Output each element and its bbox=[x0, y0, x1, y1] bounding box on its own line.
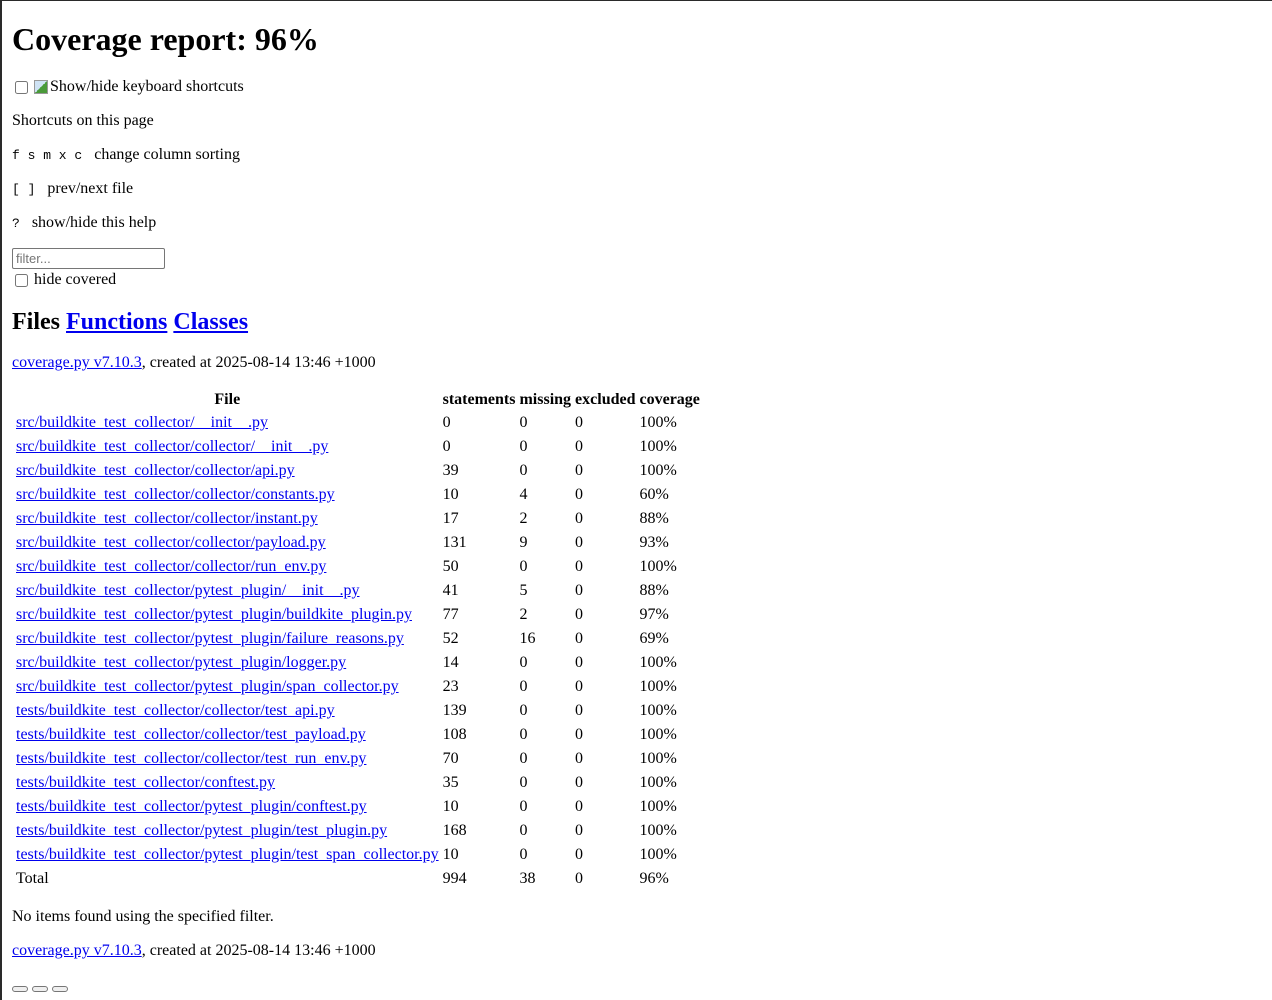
cell-missing: 0 bbox=[519, 774, 528, 791]
cell-missing: 0 bbox=[519, 462, 528, 479]
table-row bbox=[15, 820, 701, 842]
table-row bbox=[15, 700, 701, 722]
cell-statements: 139 bbox=[442, 702, 467, 719]
table-row bbox=[15, 628, 701, 650]
cell-excluded: 0 bbox=[575, 486, 584, 503]
table-row bbox=[15, 412, 701, 434]
shortcut-keys: f s m x c bbox=[12, 148, 83, 163]
help-toggle-label: Show/hide keyboard shortcuts bbox=[50, 78, 244, 95]
table-row bbox=[15, 580, 701, 602]
next-button[interactable] bbox=[32, 986, 48, 992]
cell-coverage: 100% bbox=[639, 774, 677, 791]
cell-coverage: 100% bbox=[639, 654, 677, 671]
help-button[interactable] bbox=[52, 986, 68, 992]
file-link[interactable]: src/buildkite_test_collector/__init__.py bbox=[16, 414, 268, 431]
table-row bbox=[15, 460, 701, 482]
table-row bbox=[15, 604, 701, 626]
cell-coverage: 100% bbox=[639, 702, 677, 719]
cell-statements: 70 bbox=[442, 750, 459, 767]
column-header-missing[interactable]: missing bbox=[519, 391, 572, 408]
nav-buttons bbox=[12, 986, 1262, 992]
cell-missing: 0 bbox=[519, 822, 528, 839]
file-link[interactable]: src/buildkite_test_collector/collector/run_env.py bbox=[16, 558, 327, 575]
file-link[interactable]: src/buildkite_test_collector/pytest_plugin/logger.py bbox=[16, 654, 347, 671]
created-info bbox=[12, 354, 1262, 372]
cell-file bbox=[15, 772, 440, 794]
table-row bbox=[15, 532, 701, 554]
total-coverage: 96% bbox=[639, 870, 669, 887]
cell-file bbox=[15, 484, 440, 506]
cell-excluded: 0 bbox=[575, 462, 584, 479]
cell-coverage: 100% bbox=[639, 558, 677, 575]
nav-files: Files bbox=[12, 309, 60, 335]
coverage-link[interactable]: coverage.py v7.10.3 bbox=[12, 354, 142, 371]
cell-file bbox=[15, 412, 440, 434]
cell-missing: 9 bbox=[519, 534, 528, 551]
cell-excluded: 0 bbox=[575, 750, 584, 767]
cell-excluded: 0 bbox=[575, 438, 584, 455]
hide-covered-checkbox[interactable] bbox=[15, 274, 28, 287]
cell-excluded: 0 bbox=[575, 606, 584, 623]
cell-excluded: 0 bbox=[575, 774, 584, 791]
shortcut-desc: show/hide this help bbox=[31, 214, 157, 231]
cell-missing: 0 bbox=[519, 846, 528, 863]
cell-file bbox=[15, 556, 440, 578]
cell-file bbox=[15, 796, 440, 818]
shortcut-desc: change column sorting bbox=[94, 146, 240, 163]
cell-file bbox=[15, 628, 440, 650]
cell-coverage: 88% bbox=[639, 582, 669, 599]
table-row bbox=[15, 508, 701, 530]
table-row bbox=[15, 772, 701, 794]
cell-statements: 52 bbox=[442, 630, 459, 647]
cell-statements: 77 bbox=[442, 606, 459, 623]
cell-statements: 131 bbox=[442, 534, 467, 551]
cell-coverage: 97% bbox=[639, 606, 669, 623]
coverage-link[interactable]: coverage.py v7.10.3 bbox=[12, 942, 142, 959]
created-text: , created at 2025-08-14 13:46 +1000 bbox=[141, 942, 376, 959]
file-link[interactable]: tests/buildkite_test_collector/collector/test_run_env.py bbox=[16, 750, 367, 767]
file-link[interactable]: src/buildkite_test_collector/collector/constants.py bbox=[16, 486, 335, 503]
table-row bbox=[15, 796, 701, 818]
cell-file bbox=[15, 676, 440, 698]
cell-missing: 0 bbox=[519, 678, 528, 695]
cell-file bbox=[15, 700, 440, 722]
cell-missing: 0 bbox=[519, 798, 528, 815]
total-file: Total bbox=[16, 870, 49, 887]
cell-statements: 41 bbox=[442, 582, 459, 599]
help-toggle[interactable] bbox=[12, 78, 1262, 96]
file-link[interactable]: src/buildkite_test_collector/pytest_plugin/span_collector.py bbox=[16, 678, 399, 695]
file-link[interactable]: src/buildkite_test_collector/collector/payload.py bbox=[16, 534, 326, 551]
cell-coverage: 100% bbox=[639, 462, 677, 479]
cell-statements: 35 bbox=[442, 774, 459, 791]
cell-coverage: 100% bbox=[639, 798, 677, 815]
cell-coverage: 69% bbox=[639, 630, 669, 647]
cell-statements: 168 bbox=[442, 822, 467, 839]
cell-missing: 16 bbox=[519, 630, 536, 647]
table-header-row bbox=[15, 390, 701, 410]
cell-excluded: 0 bbox=[575, 510, 584, 527]
cell-file bbox=[15, 580, 440, 602]
cell-statements: 0 bbox=[442, 414, 451, 431]
help-toggle-checkbox[interactable] bbox=[15, 81, 28, 94]
shortcut-keys: ? bbox=[12, 216, 20, 231]
table-row bbox=[15, 844, 701, 866]
file-link[interactable]: tests/buildkite_test_collector/pytest_plugin/conftest.py bbox=[16, 798, 367, 815]
cell-file bbox=[15, 844, 440, 866]
cell-statements: 14 bbox=[442, 654, 459, 671]
cell-statements: 10 bbox=[442, 798, 459, 815]
file-link[interactable]: src/buildkite_test_collector/pytest_plugin/failure_reasons.py bbox=[16, 630, 404, 647]
cell-missing: 2 bbox=[519, 606, 528, 623]
cell-missing: 0 bbox=[519, 654, 528, 671]
cell-file bbox=[15, 604, 440, 626]
cell-missing: 0 bbox=[519, 702, 528, 719]
file-link[interactable]: src/buildkite_test_collector/collector/__init__.py bbox=[16, 438, 329, 455]
shortcut-item bbox=[12, 146, 1262, 164]
cell-file bbox=[15, 748, 440, 770]
cell-coverage: 100% bbox=[639, 750, 677, 767]
nav-classes-link[interactable]: Classes bbox=[173, 309, 249, 335]
cell-file bbox=[15, 652, 440, 674]
table-row bbox=[15, 436, 701, 458]
cell-statements: 10 bbox=[442, 846, 459, 863]
cell-excluded: 0 bbox=[575, 558, 584, 575]
file-link[interactable]: src/buildkite_test_collector/collector/instant.py bbox=[16, 510, 318, 527]
help-heading: Shortcuts on this page bbox=[12, 112, 154, 129]
cell-coverage: 93% bbox=[639, 534, 669, 551]
cell-excluded: 0 bbox=[575, 702, 584, 719]
cell-excluded: 0 bbox=[575, 822, 584, 839]
cell-coverage: 100% bbox=[639, 726, 677, 743]
table-row bbox=[15, 484, 701, 506]
filter-input[interactable] bbox=[12, 248, 165, 269]
table-row bbox=[15, 724, 701, 746]
total-statements: 994 bbox=[442, 870, 467, 887]
cell-file bbox=[15, 436, 440, 458]
cell-missing: 4 bbox=[519, 486, 528, 503]
cell-missing: 0 bbox=[519, 726, 528, 743]
file-link[interactable]: tests/buildkite_test_collector/pytest_plugin/test_plugin.py bbox=[16, 822, 388, 839]
report-nav bbox=[12, 309, 1262, 336]
column-header-coverage[interactable]: coverage bbox=[639, 391, 700, 408]
file-link[interactable]: tests/buildkite_test_collector/collector/test_api.py bbox=[16, 702, 335, 719]
cell-excluded: 0 bbox=[575, 846, 584, 863]
cell-excluded: 0 bbox=[575, 414, 584, 431]
cell-missing: 0 bbox=[519, 438, 528, 455]
cell-file bbox=[15, 460, 440, 482]
cell-excluded: 0 bbox=[575, 726, 584, 743]
column-header-excluded[interactable]: excluded bbox=[575, 391, 636, 408]
hide-covered-toggle[interactable] bbox=[12, 271, 1262, 289]
cell-statements: 0 bbox=[442, 438, 451, 455]
no-items-message: No items found using the specified filter. bbox=[12, 908, 274, 925]
cell-missing: 2 bbox=[519, 510, 528, 527]
page-title: Coverage report: 96% bbox=[12, 21, 319, 57]
cell-file bbox=[15, 532, 440, 554]
cell-coverage: 100% bbox=[639, 822, 677, 839]
file-link[interactable]: tests/buildkite_test_collector/pytest_plugin/test_span_collector.py bbox=[16, 846, 439, 863]
cell-excluded: 0 bbox=[575, 582, 584, 599]
prev-button[interactable] bbox=[12, 986, 28, 992]
cell-missing: 0 bbox=[519, 414, 528, 431]
cell-missing: 0 bbox=[519, 750, 528, 767]
cell-excluded: 0 bbox=[575, 630, 584, 647]
cell-file bbox=[15, 724, 440, 746]
file-link[interactable]: src/buildkite_test_collector/collector/api.py bbox=[16, 462, 295, 479]
cell-coverage: 88% bbox=[639, 510, 669, 527]
file-link[interactable]: src/buildkite_test_collector/pytest_plugin/__init__.py bbox=[16, 582, 360, 599]
shortcut-desc: prev/next file bbox=[47, 180, 134, 197]
shortcut-item bbox=[12, 180, 1262, 198]
cell-excluded: 0 bbox=[575, 678, 584, 695]
hide-covered-label: hide covered bbox=[34, 271, 117, 288]
cell-file bbox=[15, 820, 440, 842]
file-link[interactable]: src/buildkite_test_collector/pytest_plugin/buildkite_plugin.py bbox=[16, 606, 412, 623]
keyboard-icon bbox=[34, 80, 48, 94]
total-missing: 38 bbox=[519, 870, 536, 887]
total-row bbox=[15, 868, 701, 890]
nav-functions-link[interactable]: Functions bbox=[66, 309, 168, 335]
cell-excluded: 0 bbox=[575, 654, 584, 671]
cell-excluded: 0 bbox=[575, 798, 584, 815]
column-header-statements[interactable]: statements bbox=[442, 391, 516, 408]
cell-statements: 10 bbox=[442, 486, 459, 503]
table-row bbox=[15, 556, 701, 578]
cell-statements: 108 bbox=[442, 726, 467, 743]
cell-statements: 50 bbox=[442, 558, 459, 575]
shortcut-keys: [ ] bbox=[12, 182, 36, 197]
coverage-table bbox=[13, 388, 703, 892]
shortcut-item bbox=[12, 214, 1262, 232]
cell-statements: 23 bbox=[442, 678, 459, 695]
footer-info bbox=[12, 942, 1262, 960]
cell-missing: 5 bbox=[519, 582, 528, 599]
total-excluded: 0 bbox=[575, 870, 584, 887]
file-link[interactable]: tests/buildkite_test_collector/conftest.py bbox=[16, 774, 276, 791]
cell-file bbox=[15, 508, 440, 530]
cell-coverage: 100% bbox=[639, 438, 677, 455]
cell-coverage: 60% bbox=[639, 486, 669, 503]
file-link[interactable]: tests/buildkite_test_collector/collector/test_payload.py bbox=[16, 726, 366, 743]
cell-coverage: 100% bbox=[639, 678, 677, 695]
cell-missing: 0 bbox=[519, 558, 528, 575]
column-header-file[interactable]: File bbox=[214, 391, 241, 408]
created-text: , created at 2025-08-14 13:46 +1000 bbox=[141, 354, 376, 371]
cell-coverage: 100% bbox=[639, 846, 677, 863]
cell-excluded: 0 bbox=[575, 534, 584, 551]
cell-statements: 17 bbox=[442, 510, 459, 527]
table-row bbox=[15, 652, 701, 674]
cell-statements: 39 bbox=[442, 462, 459, 479]
cell-coverage: 100% bbox=[639, 414, 677, 431]
table-row bbox=[15, 748, 701, 770]
table-row bbox=[15, 676, 701, 698]
